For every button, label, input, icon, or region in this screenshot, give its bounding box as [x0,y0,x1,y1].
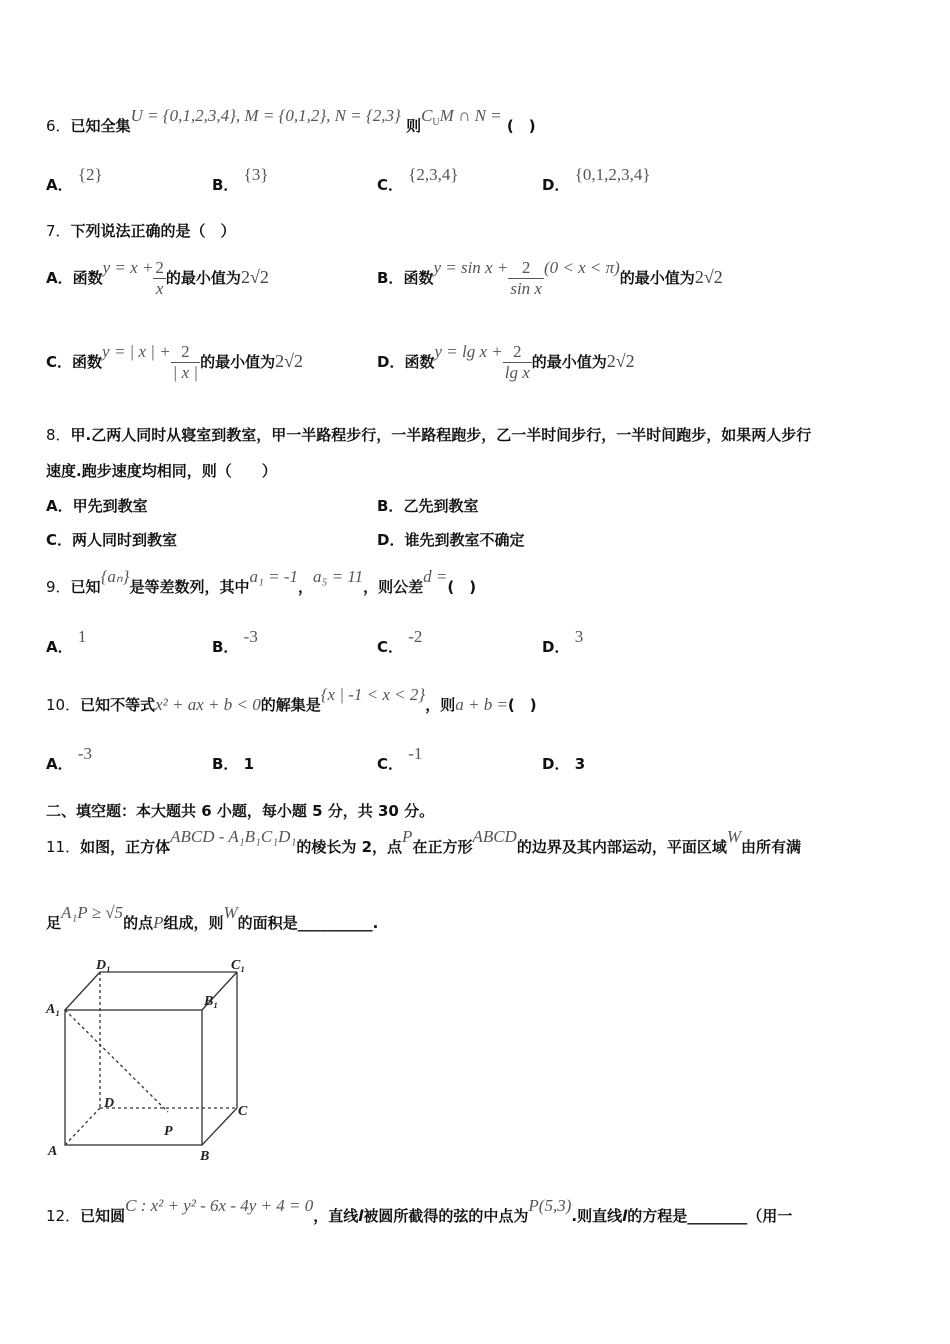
numerator: 2 [155,258,164,277]
segment-a1p [65,1010,168,1112]
option-label: D． [542,638,570,656]
question-11-cont [46,903,379,933]
label-a: A [48,1144,58,1159]
fraction [171,342,200,383]
question-number: 11． [46,838,81,856]
text: 已知 [70,578,101,596]
text: 的点 [123,914,154,932]
text: 由所有满 [741,838,802,856]
option-c[interactable] [46,529,177,550]
edge-bc [202,1108,237,1145]
question-number: 9． [46,578,71,596]
answer-blank[interactable]: 的面积是__________. [237,914,379,932]
question-8 [46,424,811,445]
edge-ad [65,1108,100,1145]
math: 2√2 [606,351,635,371]
option-value: -3 [77,744,93,763]
numerator: 2 [503,342,532,363]
math: 2√2 [694,267,723,287]
fraction [503,342,532,383]
label-d: D [104,1096,115,1111]
math: l [358,1207,364,1225]
stem: 已知全集 [70,117,131,135]
text: .则直线 [571,1207,623,1225]
text: 则 [406,117,422,135]
label-p: P [164,1124,173,1139]
question-number: 7． [46,222,71,240]
option-b[interactable] [212,627,258,657]
question-8-cont [46,460,277,481]
question-number: 10． [46,696,81,714]
math: P(5,3) [528,1196,572,1215]
question-6 [46,106,536,138]
question-9 [46,567,477,597]
option-label: C． [377,755,404,773]
option-b[interactable] [377,495,478,516]
denominator: x [155,279,164,298]
option-value: 甲先到教室 [72,497,148,515]
option-label: C． [46,531,73,549]
option-label: A． [46,269,73,287]
text: 的解集是 [260,696,321,714]
edge-a1d1 [65,972,100,1010]
stem: 甲.乙两人同时从寝室到教室，甲一半路程步行，一半路程跑步，乙一半时间步行，一半时间跑步，如果两人步行 [70,426,812,444]
option-value: 1 [243,755,255,773]
math: A₁P ≥ √5 [61,903,124,922]
fraction [508,258,544,299]
option-value: 乙先到教室 [403,497,479,515]
question-number: 8． [46,426,71,444]
text: 组成，则 [163,914,224,932]
math: a₅ = 11 [313,567,364,586]
math: P [153,913,164,932]
text: 被圆所截得的弦的中点为 [363,1207,529,1225]
stem: 速度.跑步速度均相同，则（ ） [46,462,277,480]
option-c[interactable] [377,744,423,774]
math: l [622,1207,628,1225]
label-c: C [238,1104,248,1119]
math: P [402,827,413,846]
text: 函数 [403,269,434,287]
option-a[interactable] [46,495,148,516]
text: 函数 [72,269,103,287]
text: 的最小值为 [531,353,607,371]
math: C : x² + y² - 6x - 4y + 4 = 0 [125,1196,314,1215]
option-label: C． [46,353,73,371]
option-value: {0,1,2,3,4} [574,165,651,184]
option-d[interactable] [377,342,635,383]
option-value: {3} [243,165,269,184]
question-11 [46,827,802,857]
question-12 [46,1196,793,1226]
text: 的边界及其内部运动，平面区域 [516,838,727,856]
math: y = x + [102,258,154,277]
numerator: 2 [171,342,200,363]
math: , M = {0,1,2} [235,106,327,125]
math: W [223,903,238,922]
option-label: D． [542,176,570,194]
label-c1: C₁ [231,958,246,973]
math: y = sin x + [433,258,509,277]
option-value: 两人同时到教室 [72,531,178,549]
math: y = | x | + [102,342,171,361]
option-d[interactable] [377,529,524,550]
option-value: -3 [243,627,258,646]
option-label: B． [377,269,404,287]
math: {aₙ} [100,567,130,586]
fraction [153,258,166,299]
text: 的棱长为 2，点 [296,838,403,856]
math: 2√2 [240,267,269,287]
option-value: 1 [77,627,87,646]
label-d1: D₁ [96,958,111,973]
math: U = {0,1,2,3,4} [130,106,236,125]
question-number: 6． [46,117,71,135]
option-a[interactable] [46,165,103,195]
math: {x | -1 < x < 2} [320,685,426,704]
option-label: D． [542,755,570,773]
text: 的方程是________（用一 [627,1207,793,1225]
option-label: A． [46,176,73,194]
question-number: 12． [46,1207,81,1225]
math: 2√2 [275,351,303,371]
label-b1: B₁ [204,994,219,1009]
option-label: D． [377,531,405,549]
option-a[interactable] [46,258,269,299]
option-label: B． [212,755,239,773]
option-b[interactable] [212,753,254,774]
option-d[interactable] [542,753,585,774]
text: 的最小值为 [619,269,695,287]
option-value: {2} [77,165,103,184]
section-heading: 二、填空题：本大题共 6 小题，每小题 5 分，共 30 分。 [46,802,435,820]
math: a + b = [455,695,508,714]
stem: 下列说法正确的是（ ） [70,222,236,240]
math: , N = {2,3} [326,106,401,125]
option-value: {2,3,4} [408,165,459,184]
math: d = [423,567,448,586]
text: ， [298,578,314,596]
text: 函数 [404,353,435,371]
text: 足 [46,914,62,932]
numerator: 2 [508,258,544,279]
option-b[interactable] [377,258,723,299]
denominator: sin x [510,279,542,298]
option-label: B． [212,176,239,194]
text: ，则公差 [363,578,424,596]
option-label: C． [377,638,404,656]
answer-paren: ( ) [447,578,477,596]
option-d[interactable] [542,627,584,657]
answer-paren: ( ) [506,117,536,135]
math: y = lg x + [434,342,503,361]
math: x² + ax + b < 0 [155,695,261,714]
question-7 [46,220,236,241]
option-d[interactable] [542,165,651,195]
text: ，则 [425,696,456,714]
text: 已知圆 [80,1207,126,1225]
cube-figure [40,955,270,1170]
option-c[interactable] [377,627,423,657]
label-a1: A₁ [46,1002,61,1017]
math: a₁ = -1 [249,567,298,586]
math: ABCD - A₁B₁C₁D₁ [170,827,297,846]
option-b[interactable] [212,165,269,195]
option-label: A． [46,638,73,656]
answer-paren: ( ) [507,696,537,714]
option-a[interactable] [46,744,93,774]
denominator: lg x [504,363,530,382]
math: M ∩ N = [439,106,502,125]
option-label: C． [377,176,404,194]
option-c[interactable] [46,342,303,383]
option-label: D． [377,353,405,371]
option-label: A． [46,497,73,515]
math: C [421,106,433,125]
option-c[interactable] [377,165,459,195]
math: W [726,827,742,846]
option-label: B． [377,497,404,515]
option-value: -2 [408,627,423,646]
math-subscript: U [432,117,440,128]
text: 是等差数列，其中 [129,578,250,596]
option-a[interactable] [46,627,87,657]
math: ABCD [472,827,517,846]
option-value: 3 [574,755,586,773]
option-value: 谁先到教室不确定 [404,531,525,549]
text: ，直线 [313,1207,359,1225]
text: 已知不等式 [80,696,156,714]
option-label: B． [212,638,239,656]
question-10 [46,685,537,715]
text: 函数 [72,353,103,371]
text: 如图，正方体 [80,838,171,856]
text: 的最小值为 [165,269,241,287]
math: (0 < x < π) [543,258,620,277]
denominator: | x | [172,363,199,382]
option-value: -1 [408,744,423,763]
option-value: 3 [574,627,584,646]
option-label: A． [46,755,73,773]
text: 在正方形 [412,838,473,856]
label-b: B [200,1149,210,1164]
text: 的最小值为 [200,353,276,371]
